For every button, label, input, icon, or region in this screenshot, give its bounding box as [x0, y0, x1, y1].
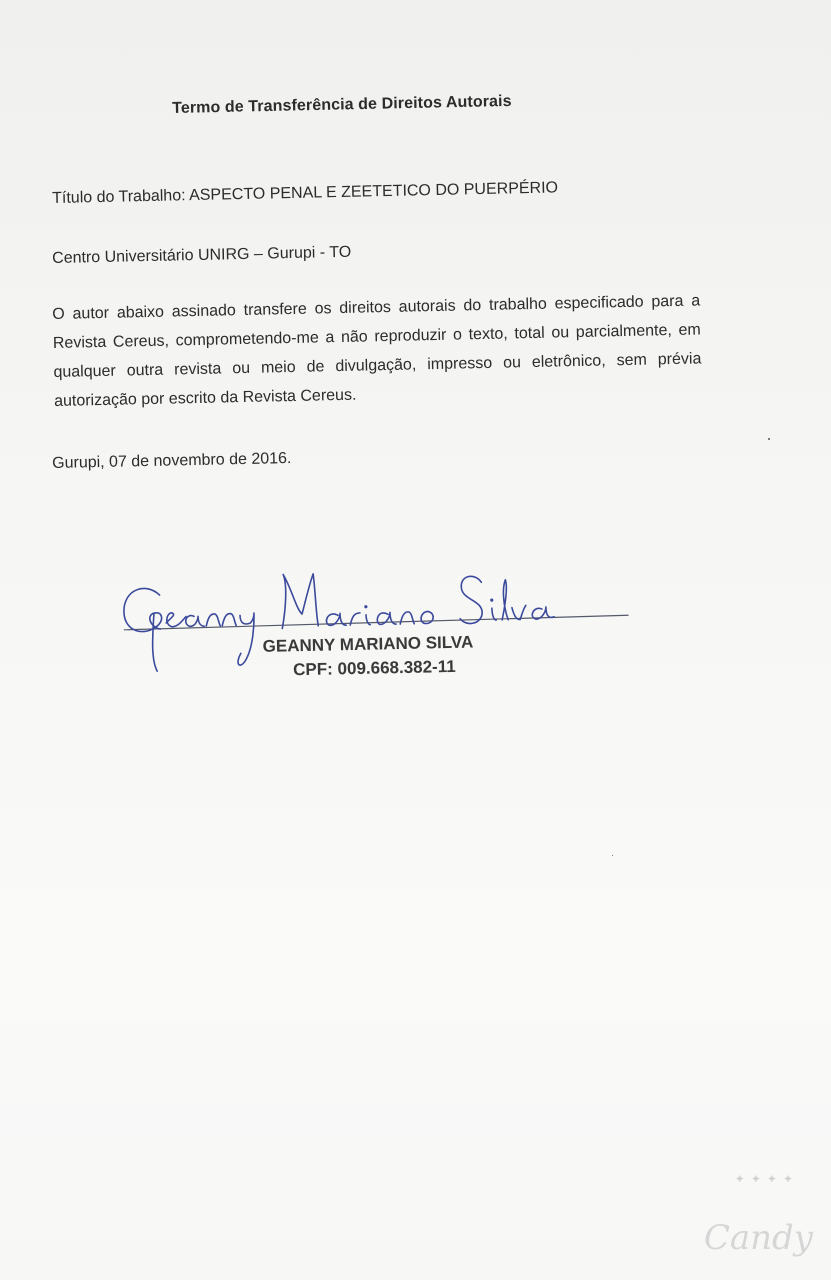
- speck-mark: [768, 438, 770, 440]
- document-title: Termo de Transferência de Direitos Autorais: [172, 92, 512, 117]
- place-date-line: Gurupi, 07 de novembro de 2016.: [52, 449, 292, 472]
- transfer-statement-paragraph: O autor abaixo assinado transfere os direitos autorais do trabalho especificado para a Revista Cereus, comprometendo-me a não reproduzir o texto, total ou parcialmente, em qualquer outra revista ou meio de divulgação, impresso ou eletrônico, sem prévia autorização por escrito da Revista Cereus.: [52, 292, 702, 410]
- institution-line: Centro Universitário UNIRG – Gurupi - TO: [52, 243, 352, 267]
- stamp-name: GEANNY MARIANO SILVA: [262, 632, 474, 656]
- candy-watermark: [693, 1172, 813, 1262]
- watermark-stars-icon: ✦✦✦✦: [734, 1172, 799, 1186]
- stamp-cpf: CPF: 009.668.382-11: [292, 656, 456, 680]
- work-title-line: Título do Trabalho: ASPECTO PENAL E ZEETETICO DO PUERPÉRIO: [52, 179, 559, 207]
- watermark-text: Candy: [703, 1218, 813, 1258]
- signature-block: [115, 557, 637, 688]
- speck-mark: [612, 855, 613, 856]
